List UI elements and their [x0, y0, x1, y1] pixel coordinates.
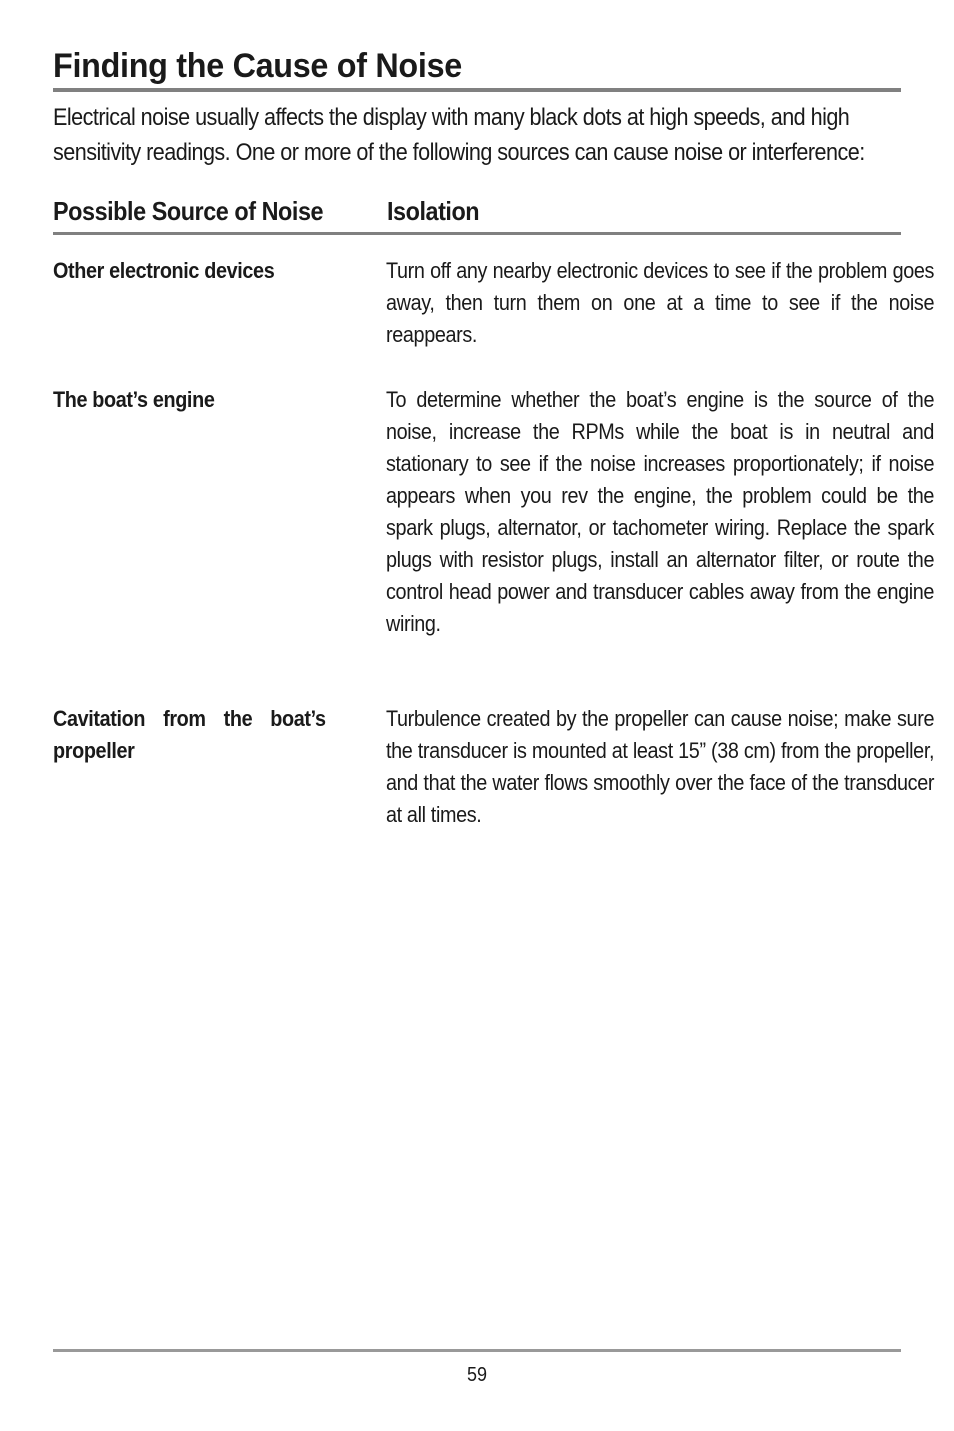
row-isolation: [386, 703, 934, 831]
row-isolation-text: Turn off any nearby electronic devices to see if the problem goes away, then turn them on one at a time to see if the noise reappears.: [386, 258, 935, 347]
header-source: Possible Source of Noise: [53, 196, 324, 226]
table-row: [53, 384, 935, 670]
table-header: [53, 196, 901, 232]
table-row: [53, 255, 935, 351]
row-source-text: Other electronic devices: [53, 258, 275, 283]
row-isolation-text: Turbulence created by the propeller can cause noise; make sure the transducer is mounted at least 15” (38 cm) from the propeller, and that the water flows smoothly over the face of the transducer at all times.: [386, 706, 935, 827]
row-source-text: The boat’s engine: [53, 387, 215, 412]
page-number: 59: [466, 1364, 488, 1386]
row-isolation: [386, 384, 934, 640]
intro-paragraph: Electrical noise usually affects the display with many black dots at high speeds, and high sensitivity readings. One or more of the following sources can cause noise or interference:: [53, 104, 865, 166]
header-isolation: Isolation: [387, 196, 480, 226]
title-divider: [53, 88, 901, 92]
row-isolation-text: To determine whether the boat’s engine is the source of the noise, increase the RPMs while the boat is in neutral and stationary to see if the noise increases proportionately; if noise appears when you rev the engine, the problem could be the spark plugs, alternator, or tachometer wiring. Replace the spark plugs with resistor plugs, install an alternator filter, or route the control head power and transducer cables away from the engine wiring.: [386, 387, 935, 636]
table-row: [53, 703, 935, 863]
page-title: Finding the Cause of Noise: [53, 47, 462, 85]
row-source: [53, 384, 353, 670]
row-source: [53, 255, 353, 351]
row-source-text: Cavitation from the boat’s propeller: [53, 706, 326, 763]
row-source: [53, 703, 353, 863]
footer-divider: [53, 1349, 901, 1352]
page-content: [53, 44, 935, 863]
row-isolation: [386, 255, 934, 351]
header-divider: [53, 232, 901, 235]
